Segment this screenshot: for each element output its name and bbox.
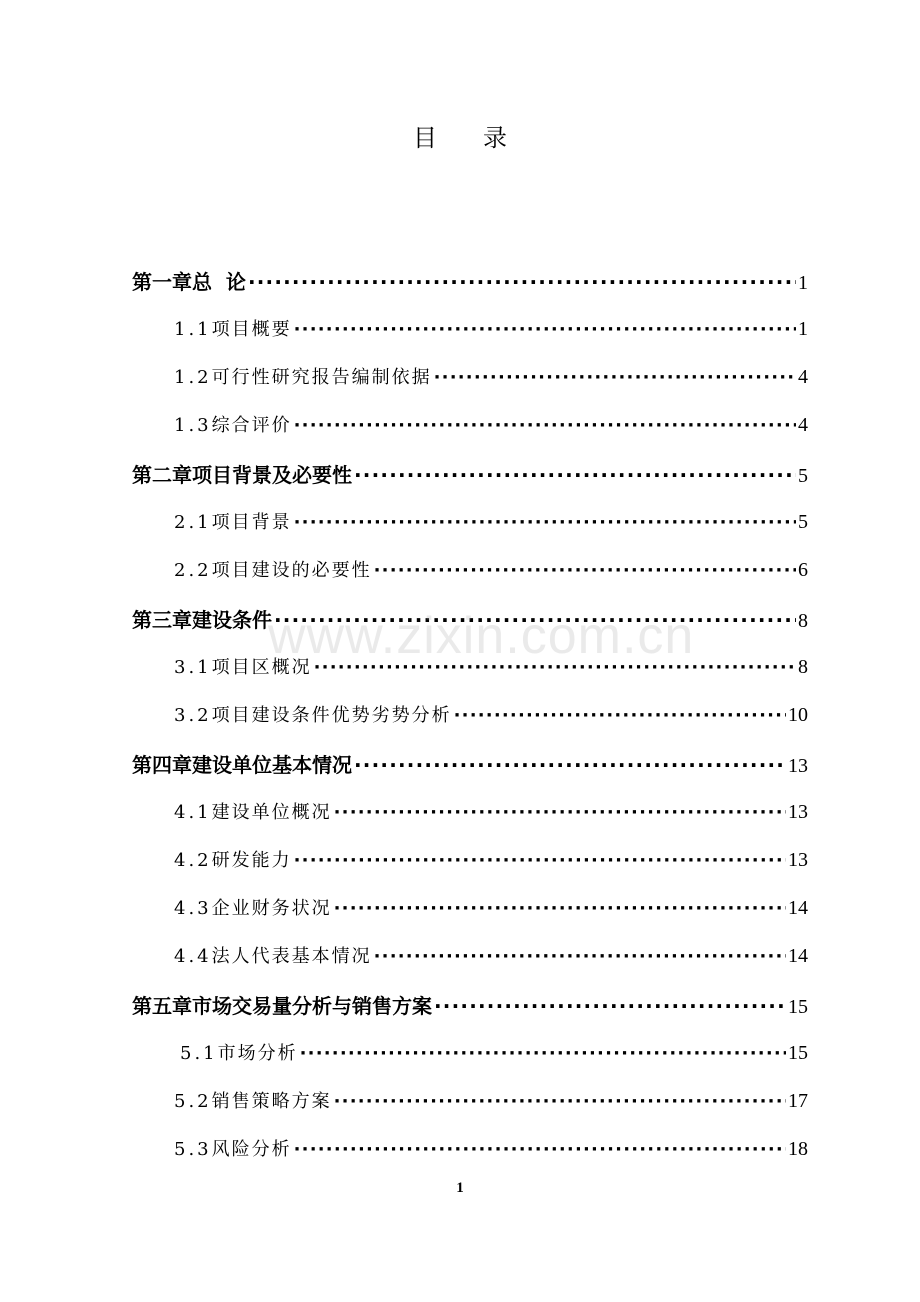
toc-entry[interactable] [174,411,808,437]
toc-page-number: 8 [798,610,808,632]
toc-page-number: 6 [798,559,808,581]
toc-number: 1.3 [174,415,212,436]
toc-label: 建设单位基本情况 [192,753,352,777]
toc-page-number: 1 [798,272,808,294]
toc-leader-dots [374,560,796,581]
toc-page-number: 14 [788,945,808,967]
toc-number: 第四章 [132,753,192,777]
toc-entry[interactable] [174,942,808,968]
toc-leader-dots [454,705,786,726]
toc-label: 市场交易量分析与销售方案 [192,994,432,1018]
toc-number: 5.3 [174,1139,212,1160]
toc-label: 项目区概况 [211,657,312,678]
toc-leader-dots [248,270,796,294]
toc-number: 第三章 [132,608,192,632]
toc-page-number: 5 [798,511,808,533]
toc-number: 3.1 [174,657,212,678]
page-footer-number: 1 [456,1180,464,1196]
toc-number: 4.1 [174,802,212,823]
toc-leader-dots [434,994,786,1018]
toc-label: 风险分析 [211,1139,292,1160]
toc-label: 项目概要 [211,319,292,340]
toc-page-number: 15 [788,996,808,1018]
toc-entry[interactable] [174,846,808,872]
toc-leader-dots [434,367,796,388]
toc-label: 建设单位概况 [211,802,332,823]
toc-label: 可行性研究报告编制依据 [211,367,432,388]
toc-number: 5.2 [174,1091,212,1112]
toc-leader-dots [374,946,786,967]
toc-entry[interactable] [132,459,808,488]
toc-page-number: 13 [788,801,808,823]
page-title [0,118,920,153]
title-char-2: 录 [483,124,507,152]
toc-page-number: 18 [788,1138,808,1160]
toc-label: 企业财务状况 [211,898,332,919]
toc-entry[interactable] [174,798,808,824]
toc-leader-dots [294,319,796,340]
toc-label: 项目背景及必要性 [192,463,352,487]
toc-entry[interactable] [174,894,808,920]
toc-label: 项目建设条件优势劣势分析 [211,705,452,726]
toc-label: 法人代表基本情况 [211,946,372,967]
toc-leader-dots [294,850,786,871]
toc-page-number: 10 [788,704,808,726]
toc-entry[interactable] [174,363,808,389]
toc-label: 总 论 [192,270,246,294]
toc-label: 建设条件 [192,608,272,632]
toc-page-number: 8 [798,656,808,678]
toc-entry[interactable] [132,266,808,295]
toc-number: 1.1 [174,319,212,340]
toc-number: 4.4 [174,946,212,967]
toc-page-number: 4 [798,366,808,388]
toc-leader-dots [294,512,796,533]
toc-leader-dots [294,415,796,436]
toc-label: 项目建设的必要性 [211,560,372,581]
toc-entry[interactable] [174,556,808,582]
toc-number: 3.2 [174,705,212,726]
toc-label: 综合评价 [211,415,292,436]
toc-entry[interactable] [180,1039,808,1065]
toc-number: 4.2 [174,850,212,871]
toc-entry[interactable] [174,508,808,534]
toc-page-number: 1 [798,318,808,340]
toc-leader-dots [354,753,786,777]
toc-label: 销售策略方案 [211,1091,332,1112]
toc-number: 第二章 [132,463,192,487]
toc-leader-dots [334,1091,786,1112]
toc-number: 4.3 [174,898,212,919]
toc-entry[interactable] [174,1135,808,1161]
toc-number: 第五章 [132,994,192,1018]
toc-page-number: 4 [798,414,808,436]
toc-entry[interactable] [132,749,808,778]
toc-entry[interactable] [174,701,808,727]
toc-label: 市场分析 [217,1043,298,1064]
toc-label: 项目背景 [211,512,292,533]
toc-page-number: 14 [788,897,808,919]
watermark: www.zixin.com.cn [268,607,695,665]
toc-number: 第一章 [132,270,192,294]
toc-page-number: 15 [788,1042,808,1064]
toc-label: 研发能力 [211,850,292,871]
toc-page-number: 17 [788,1090,808,1112]
title-char-1: 目 [413,124,437,152]
toc-entry[interactable] [174,315,808,341]
toc-leader-dots [334,802,786,823]
toc-number: 1.2 [174,367,212,388]
toc-page-number: 13 [788,755,808,777]
toc-leader-dots [300,1043,786,1064]
toc-number: 2.1 [174,512,212,533]
toc-entry[interactable] [132,990,808,1019]
toc-entry[interactable] [174,1087,808,1113]
toc-leader-dots [294,1139,786,1160]
toc-number: 5.1 [180,1043,218,1064]
toc-page-number: 13 [788,849,808,871]
toc-number: 2.2 [174,560,212,581]
toc-leader-dots [334,898,786,919]
toc-leader-dots [354,463,796,487]
toc-page-number: 5 [798,465,808,487]
